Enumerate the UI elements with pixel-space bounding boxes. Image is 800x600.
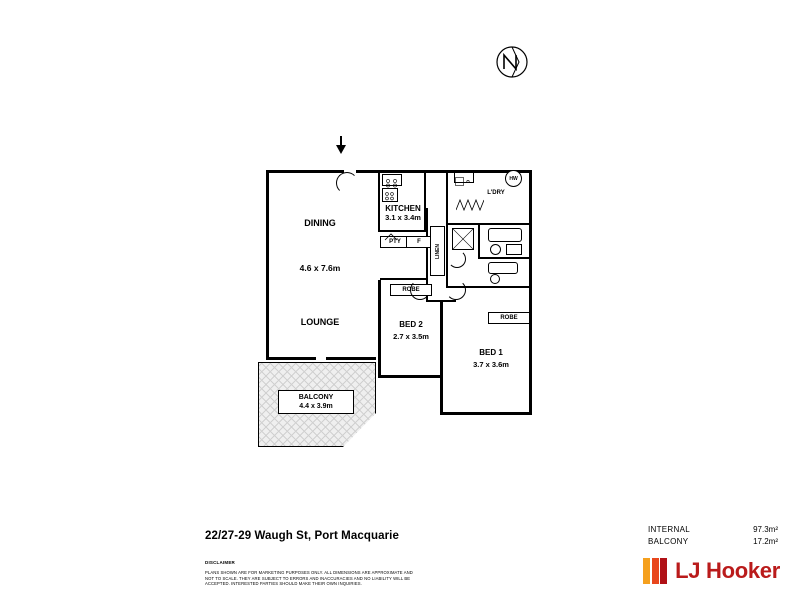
entry-arrow-icon	[336, 145, 346, 154]
disclaimer-title: DISCLAIMER	[205, 560, 235, 565]
linen-label: LINEN	[434, 243, 441, 259]
fridge-label: F	[406, 236, 432, 248]
wall-bed1-bottom	[440, 412, 532, 415]
pantry-arrow-icon	[384, 228, 398, 246]
area-row-balcony	[648, 536, 778, 548]
sink-icon	[454, 172, 474, 183]
disclaimer-text: PLANS SHOWN ARE FOR MARKETING PURPOSES ONLY. ALL DIMENSIONS ARE APPROXIMATE AND NOT TO SCALE. THEY ARE SUBJECT TO ERRORS AND INACCURACIES AND NO LIABILITY WILL BE ACCEPTED. INTERESTED PARTIES SHOULD MAKE THEIR OWN INQUIRIES.	[205, 570, 413, 587]
wall-kitchen-left	[378, 170, 380, 232]
area-summary	[648, 524, 778, 548]
bed2-label: BED 2	[399, 320, 423, 329]
lj-hooker-mark-icon	[643, 558, 669, 584]
bed2-dimensions: 2.7 x 3.5m	[393, 332, 429, 341]
area-label-internal: INTERNAL	[648, 525, 690, 534]
wall-hall-bottom	[426, 300, 456, 302]
wall-lounge-bottom-right	[326, 357, 376, 360]
wall-bed1-left	[440, 300, 443, 415]
bed1-dimensions: 3.7 x 3.6m	[473, 360, 509, 369]
balcony-label-box	[278, 390, 354, 414]
wall-left-outer	[266, 170, 269, 360]
balcony-dimensions: 4.4 x 3.9m	[299, 403, 333, 410]
vanity-icon-ensuite	[506, 244, 522, 255]
wall-right-outer	[529, 170, 532, 415]
area-label-balcony: BALCONY	[648, 537, 689, 546]
lounge-label: LOUNGE	[300, 317, 340, 327]
bathtub-icon	[488, 228, 522, 242]
kitchen-label: KITCHEN	[385, 204, 421, 213]
area-value-internal: 97.3m²	[753, 525, 778, 534]
kitchen-dimensions: 3.1 x 3.4m	[385, 213, 421, 222]
bed1-label: BED 1	[479, 348, 503, 357]
oven-icon	[382, 188, 398, 202]
wall-ensuite-bottom	[478, 257, 532, 259]
wall-bed2-bottom	[378, 375, 442, 378]
bed1-door-arc	[446, 280, 466, 300]
vanity-icon-bath	[488, 262, 518, 274]
toilet-icon-ensuite	[490, 244, 501, 255]
floor-plan-drawing	[250, 150, 570, 450]
linen-cupboard	[430, 226, 445, 276]
laundry-tub-icon	[456, 198, 484, 217]
pantry-label: PTY	[380, 236, 410, 248]
wall-laundry-bottom	[446, 223, 532, 225]
laundry-label: L'DRY	[487, 190, 505, 196]
wall-bed2-left	[378, 280, 381, 378]
wall-laundry-left	[446, 170, 448, 225]
bathroom-door-arc	[448, 250, 466, 268]
hw-label: HW	[509, 175, 518, 182]
robe-bed1-label: ROBE	[488, 312, 530, 324]
balcony-label: BALCONY	[298, 394, 334, 401]
property-address: 22/27-29 Waugh St, Port Macquarie	[205, 530, 399, 542]
toilet-icon-bath	[490, 274, 500, 284]
bed2-door-arc	[410, 280, 430, 300]
dining-label: DINING	[304, 218, 336, 228]
wall-top-left	[266, 170, 344, 173]
cooktop-icon	[382, 174, 402, 186]
lounge-dimensions: 4.6 x 7.6m	[299, 263, 341, 273]
area-row-internal	[648, 524, 778, 536]
hot-water-icon	[505, 170, 522, 187]
robe-bed2-label: ROBE	[390, 284, 432, 296]
area-value-balcony: 17.2m²	[753, 537, 778, 546]
wall-top-mid	[356, 170, 416, 173]
brand-logo	[643, 558, 780, 584]
wall-ensuite-div	[478, 225, 480, 259]
compass-icon	[492, 42, 532, 82]
wall-lounge-bottom-left	[266, 357, 316, 360]
shower-icon	[452, 228, 474, 250]
entry-door-arc	[336, 172, 358, 194]
brand-name: LJ Hooker	[675, 558, 780, 583]
